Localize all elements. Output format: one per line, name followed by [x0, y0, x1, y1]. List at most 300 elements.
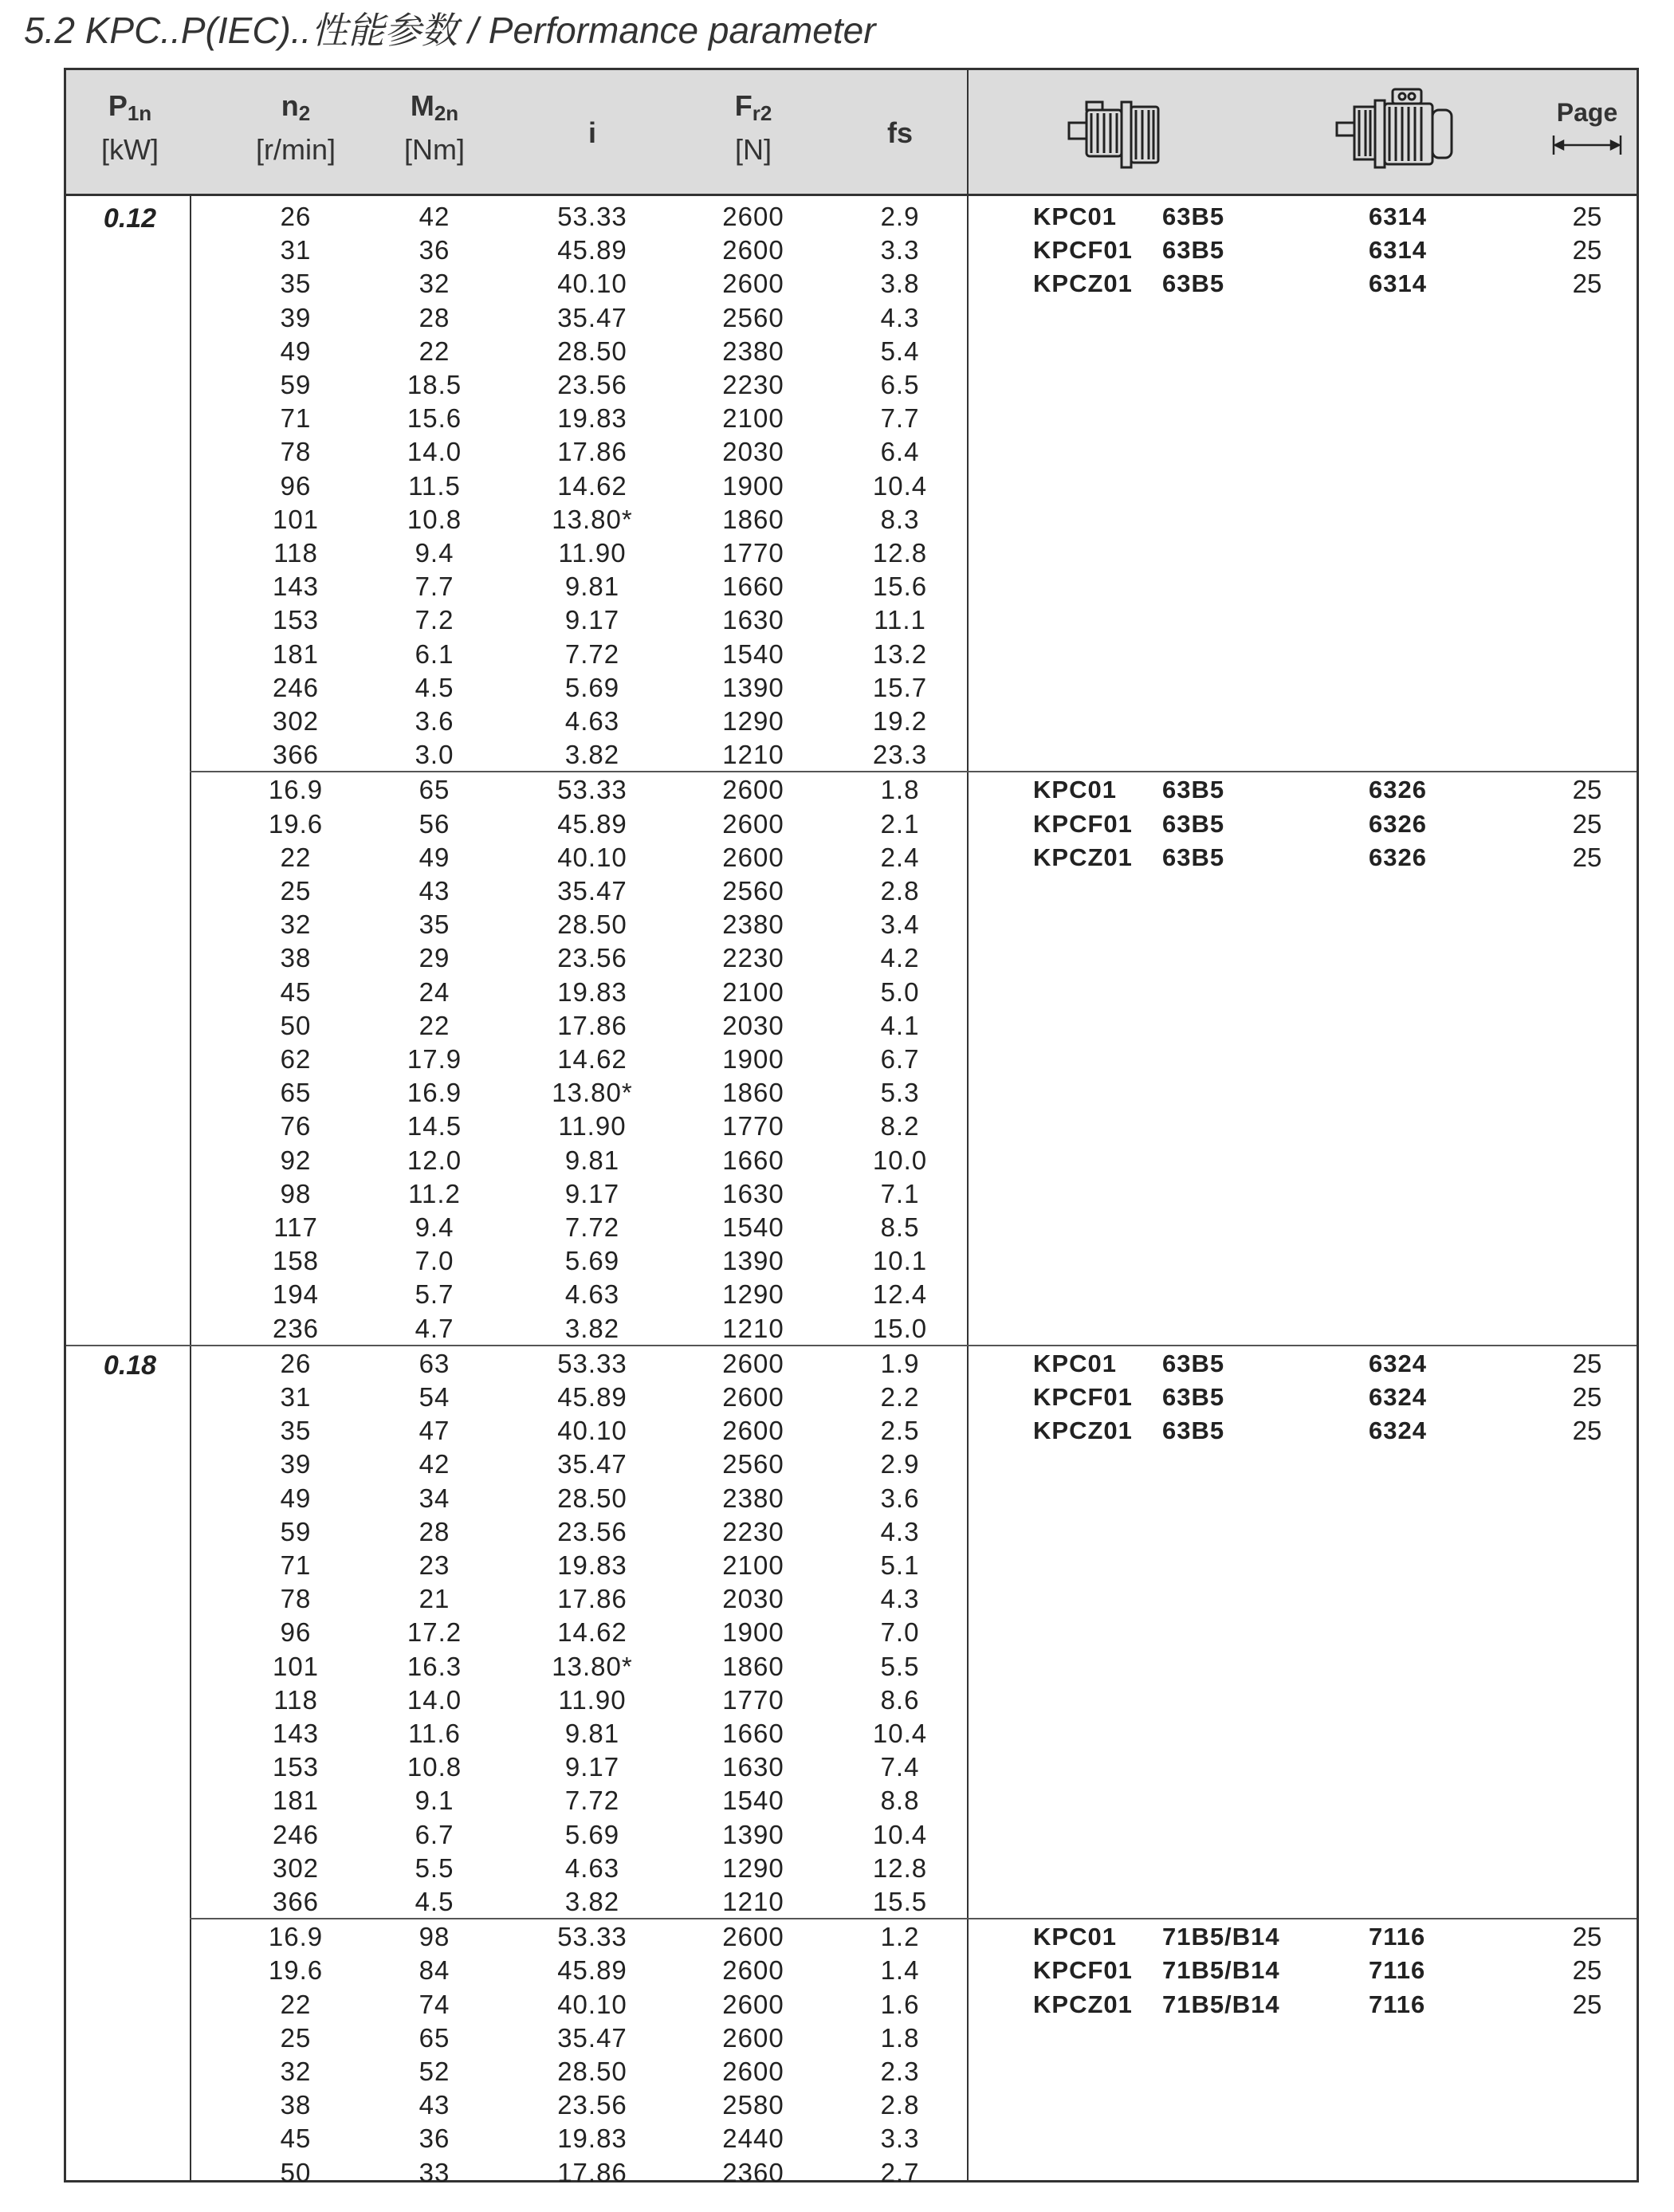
m2n-cell: 5.5: [415, 1853, 454, 1883]
n2-cell: 71: [280, 1550, 312, 1580]
table-row: [66, 941, 1637, 975]
fs-cell: 3.8: [880, 269, 920, 299]
fr2-cell: 1660: [722, 572, 784, 602]
table-header: [66, 70, 1637, 196]
m2n-cell: 3.0: [415, 740, 454, 770]
fr2-cell: 2380: [722, 336, 784, 366]
m2n-cell: 10.8: [407, 1752, 462, 1782]
fr2-cell: 1860: [722, 1651, 784, 1681]
fr2-cell: 2600: [722, 1382, 784, 1412]
fr2-cell: 2600: [722, 808, 784, 839]
n2-cell: 16.9: [268, 1922, 324, 1952]
fs-cell: 5.5: [880, 1651, 920, 1681]
fs-cell: 7.1: [880, 1178, 920, 1208]
n2-cell: 59: [280, 1516, 312, 1546]
fs-cell: 1.9: [880, 1348, 920, 1378]
model-code: 6324: [1369, 1349, 1427, 1377]
fs-cell: 10.0: [872, 1145, 928, 1175]
gear-reducer-icon: [1063, 92, 1178, 172]
fr2-cell: 1210: [722, 1887, 784, 1916]
m2n-cell: 9.4: [415, 538, 454, 568]
fs-cell: 2.7: [880, 2157, 920, 2187]
i-cell: 9.17: [564, 1752, 620, 1782]
fs-cell: 15.7: [872, 672, 928, 702]
page-width-icon: [1551, 132, 1623, 156]
i-cell: 14.62: [557, 1044, 627, 1074]
i-cell: 35.47: [557, 302, 627, 332]
performance-table: [64, 68, 1639, 2187]
i-cell: 40.10: [557, 1989, 627, 2019]
model-page: 25: [1572, 1416, 1602, 1446]
fs-cell: 23.3: [872, 740, 928, 770]
i-cell: 19.83: [557, 2124, 627, 2154]
fs-cell: 8.3: [880, 504, 920, 534]
n2-cell: 366: [272, 740, 320, 770]
fs-cell: 4.3: [880, 1584, 920, 1614]
n2-cell: 65: [280, 1078, 312, 1108]
model-flange: 71B5/B14: [1162, 1990, 1280, 2018]
fr2-cell: 2600: [722, 1416, 784, 1446]
n2-cell: 92: [280, 1145, 312, 1175]
i-cell: 28.50: [557, 2057, 627, 2086]
model-code: 7116: [1369, 1923, 1426, 1951]
i-cell: 40.10: [557, 269, 627, 299]
i-cell: 9.17: [564, 1178, 620, 1208]
model-flange: 63B5: [1162, 1416, 1225, 1445]
i-cell: 17.86: [557, 2157, 627, 2187]
group-separator: [190, 771, 1637, 772]
i-cell: 11.90: [558, 1684, 627, 1715]
n2-cell: 143: [272, 572, 320, 602]
model-page: 25: [1572, 775, 1602, 805]
i-cell: 11.90: [558, 1111, 627, 1141]
m2n-cell: 24: [418, 976, 450, 1007]
fr2-cell: 2100: [722, 1550, 784, 1580]
m2n-cell: 36: [418, 2124, 450, 2154]
n2-cell: 22: [280, 842, 312, 872]
header-fs: fs: [886, 116, 914, 149]
m2n-cell: 16.9: [407, 1078, 462, 1108]
fr2-cell: 1540: [722, 638, 784, 669]
model-type: KPC01: [1033, 1349, 1117, 1377]
table-row: [66, 470, 1637, 503]
i-cell: 13.80*: [552, 1651, 633, 1681]
m2n-cell: 14.0: [407, 437, 462, 467]
fr2-cell: 2580: [722, 2090, 784, 2120]
i-cell: 35.47: [557, 1449, 627, 1479]
fs-cell: 2.8: [880, 876, 920, 906]
n2-cell: 366: [272, 1887, 320, 1916]
page-title: 5.2 KPC..P(IEC)..性能参数 / Performance parameter: [24, 10, 876, 51]
n2-cell: 153: [272, 605, 320, 635]
n2-cell: 153: [272, 1752, 320, 1782]
model-flange: 63B5: [1162, 202, 1225, 230]
model-code: 7116: [1369, 1956, 1426, 1985]
fr2-cell: 2600: [722, 1348, 784, 1378]
i-cell: 13.80*: [552, 504, 633, 534]
i-cell: 53.33: [557, 1922, 627, 1952]
model-page: 25: [1572, 808, 1602, 839]
fs-cell: 3.6: [880, 1483, 920, 1513]
table-row: [66, 435, 1637, 469]
fs-cell: 10.4: [872, 470, 928, 501]
fr2-cell: 1900: [722, 470, 784, 501]
table-row: [66, 1616, 1637, 1649]
m2n-cell: 16.3: [407, 1651, 462, 1681]
fs-cell: 2.9: [880, 1449, 920, 1479]
i-cell: 23.56: [557, 1516, 627, 1546]
fr2-cell: 1900: [722, 1044, 784, 1074]
i-cell: 35.47: [557, 2022, 627, 2053]
m2n-cell: 74: [418, 1989, 450, 2019]
m2n-cell: 42: [418, 202, 450, 231]
n2-cell: 143: [272, 1719, 320, 1748]
fs-cell: 4.3: [880, 302, 920, 332]
fs-cell: 2.4: [880, 842, 920, 872]
m2n-cell: 9.1: [415, 1786, 454, 1816]
m2n-cell: 49: [418, 842, 450, 872]
n2-cell: 117: [273, 1212, 318, 1242]
table-row: [66, 1684, 1637, 1717]
table-row: [66, 1110, 1637, 1143]
fs-cell: 5.0: [880, 976, 920, 1007]
i-cell: 53.33: [557, 1348, 627, 1378]
model-page: 25: [1572, 1348, 1602, 1378]
i-cell: 4.63: [564, 1279, 620, 1310]
table-row: [66, 705, 1637, 738]
fs-cell: 2.8: [880, 2090, 920, 2120]
fr2-cell: 2030: [722, 437, 784, 467]
m2n-cell: 4.5: [415, 1887, 454, 1916]
m2n-cell: 14.0: [407, 1684, 462, 1715]
model-flange: 71B5/B14: [1162, 1956, 1280, 1985]
i-cell: 11.90: [558, 538, 627, 568]
m2n-cell: 21: [418, 1584, 450, 1614]
fr2-cell: 1540: [722, 1786, 784, 1816]
m2n-cell: 33: [418, 2157, 450, 2187]
fr2-cell: 1660: [722, 1145, 784, 1175]
n2-cell: 26: [280, 202, 312, 231]
m2n-cell: 35: [418, 910, 450, 940]
table-row: [66, 1177, 1637, 1211]
i-cell: 45.89: [557, 1955, 627, 1986]
model-flange: 63B5: [1162, 236, 1225, 265]
m2n-cell: 17.2: [407, 1617, 462, 1648]
table-row: [66, 1312, 1637, 1346]
n2-cell: 96: [280, 1617, 312, 1648]
i-cell: 28.50: [557, 336, 627, 366]
model-type: KPC01: [1033, 776, 1117, 804]
model-flange: 63B5: [1162, 1349, 1225, 1377]
fs-cell: 2.2: [880, 1382, 920, 1412]
n2-cell: 26: [280, 1348, 312, 1378]
m2n-cell: 36: [418, 235, 450, 265]
n2-cell: 76: [280, 1111, 312, 1141]
i-cell: 14.62: [557, 470, 627, 501]
table-row: [66, 1278, 1637, 1311]
fr2-cell: 1290: [722, 1279, 784, 1310]
fr2-cell: 2600: [722, 1955, 784, 1986]
m2n-cell: 23: [418, 1550, 450, 1580]
n2-cell: 49: [280, 1483, 312, 1513]
n2-cell: 118: [273, 538, 318, 568]
i-cell: 23.56: [557, 943, 627, 973]
i-cell: 28.50: [557, 910, 627, 940]
n2-cell: 25: [280, 2022, 312, 2053]
fr2-cell: 2030: [722, 1010, 784, 1040]
fr2-cell: 2230: [722, 1516, 784, 1546]
n2-cell: 16.9: [268, 775, 324, 805]
table-row: [66, 536, 1637, 570]
fs-cell: 6.7: [880, 1044, 920, 1074]
model-code: 6324: [1369, 1383, 1427, 1411]
model-type: KPCZ01: [1033, 1990, 1133, 2018]
table-row: [66, 570, 1637, 603]
fr2-cell: 2100: [722, 403, 784, 434]
fs-cell: 1.2: [880, 1922, 920, 1952]
table-row: [66, 1582, 1637, 1616]
fr2-cell: 1290: [722, 706, 784, 736]
i-cell: 3.82: [564, 1887, 620, 1916]
fr2-cell: 2380: [722, 910, 784, 940]
model-page: 25: [1572, 1922, 1602, 1952]
fr2-cell: 1860: [722, 504, 784, 534]
table-row: [66, 603, 1637, 637]
n2-cell: 59: [280, 370, 312, 399]
i-cell: 3.82: [564, 740, 620, 770]
m2n-cell: 11.6: [408, 1719, 461, 1748]
n2-cell: 32: [280, 910, 312, 940]
model-code: 7116: [1369, 1990, 1426, 2018]
fs-cell: 12.4: [872, 1279, 928, 1310]
fr2-cell: 2600: [722, 2057, 784, 2086]
table-row: [66, 874, 1637, 908]
fr2-cell: 2100: [722, 976, 784, 1007]
header-m2n: $M_{2n}$ [Nm]: [404, 89, 465, 166]
m2n-cell: 43: [418, 876, 450, 906]
model-type: KPCZ01: [1033, 843, 1133, 871]
m2n-cell: 22: [418, 336, 450, 366]
table-row: [66, 2088, 1637, 2122]
i-cell: 23.56: [557, 2090, 627, 2120]
table-row: [66, 2055, 1637, 2088]
m2n-cell: 15.6: [407, 403, 462, 434]
n2-cell: 45: [280, 976, 312, 1007]
model-flange: 63B5: [1162, 1383, 1225, 1411]
model-type: KPC01: [1033, 202, 1117, 230]
fr2-cell: 1290: [722, 1853, 784, 1883]
table-row: [66, 1244, 1637, 1278]
n2-cell: 19.6: [268, 808, 324, 839]
power-separator: [66, 1345, 1637, 1346]
fr2-cell: 2600: [722, 202, 784, 231]
table-row: [66, 2122, 1637, 2155]
n2-cell: 35: [280, 1416, 312, 1446]
fs-cell: 13.2: [872, 638, 928, 669]
model-flange: 63B5: [1162, 776, 1225, 804]
fr2-cell: 2380: [722, 1483, 784, 1513]
fs-cell: 10.4: [872, 1719, 928, 1748]
fs-cell: 2.9: [880, 202, 920, 231]
n2-cell: 38: [280, 943, 312, 973]
m2n-cell: 54: [418, 1382, 450, 1412]
m2n-cell: 65: [418, 2022, 450, 2053]
model-type: KPCF01: [1033, 1956, 1133, 1985]
fr2-cell: 1210: [722, 1313, 784, 1343]
model-page: 25: [1572, 842, 1602, 872]
fr2-cell: 2600: [722, 1922, 784, 1952]
fs-cell: 8.8: [880, 1786, 920, 1816]
fr2-cell: 1860: [722, 1078, 784, 1108]
header-page: Page: [1551, 98, 1623, 156]
table-row: [66, 2156, 1637, 2190]
header-p1n: $P_{1n}$ [kW]: [101, 89, 159, 166]
i-cell: 9.81: [564, 1719, 620, 1748]
model-type: KPCF01: [1033, 809, 1133, 838]
m2n-cell: 7.0: [415, 1246, 454, 1276]
table-row: [66, 1717, 1637, 1750]
fs-cell: 15.0: [872, 1313, 928, 1343]
fr2-cell: 2600: [722, 2022, 784, 2053]
model-type: KPCF01: [1033, 1383, 1133, 1411]
model-code: 6314: [1369, 236, 1427, 265]
m2n-cell: 3.6: [415, 706, 454, 736]
fs-cell: 8.5: [880, 1212, 920, 1242]
model-code: 6326: [1369, 809, 1427, 838]
model-code: 6326: [1369, 776, 1427, 804]
fs-cell: 7.7: [880, 403, 920, 434]
model-page: 25: [1572, 1955, 1602, 1986]
m2n-cell: 18.5: [407, 370, 462, 399]
table-row: [66, 335, 1637, 368]
fr2-cell: 1770: [722, 1684, 784, 1715]
n2-cell: 78: [280, 437, 312, 467]
fr2-cell: 2560: [722, 1449, 784, 1479]
i-cell: 23.56: [557, 370, 627, 399]
n2-cell: 246: [272, 672, 320, 702]
model-type: KPCF01: [1033, 236, 1133, 265]
fs-cell: 7.0: [880, 1617, 920, 1648]
model-type: KPCZ01: [1033, 269, 1133, 298]
model-flange: 71B5/B14: [1162, 1923, 1280, 1951]
m2n-cell: 5.7: [415, 1279, 454, 1310]
m2n-cell: 7.2: [415, 605, 454, 635]
i-cell: 7.72: [564, 1212, 620, 1242]
m2n-cell: 7.7: [415, 572, 454, 602]
fr2-cell: 1770: [722, 538, 784, 568]
m2n-cell: 4.7: [415, 1313, 454, 1343]
fr2-cell: 2600: [722, 269, 784, 299]
fr2-cell: 2440: [722, 2124, 784, 2154]
i-cell: 7.72: [564, 638, 620, 669]
table-row: [66, 1750, 1637, 1784]
fs-cell: 4.3: [880, 1516, 920, 1546]
fs-cell: 1.6: [880, 1989, 920, 2019]
table-row: [66, 1482, 1637, 1515]
fs-cell: 2.1: [880, 808, 920, 839]
n2-cell: 101: [272, 504, 320, 534]
model-page: 25: [1572, 235, 1602, 265]
m2n-cell: 42: [418, 1449, 450, 1479]
m2n-cell: 6.7: [415, 1819, 454, 1849]
m2n-cell: 52: [418, 2057, 450, 2086]
model-type: KPC01: [1033, 1923, 1117, 1951]
table-row: [66, 402, 1637, 435]
fr2-cell: 2230: [722, 943, 784, 973]
model-page: 25: [1572, 1989, 1602, 2019]
m2n-cell: 65: [418, 775, 450, 805]
i-cell: 4.63: [564, 706, 620, 736]
table-row: [66, 671, 1637, 705]
n2-cell: 45: [280, 2124, 312, 2154]
fs-cell: 15.6: [872, 572, 928, 602]
m2n-cell: 10.8: [407, 504, 462, 534]
fr2-cell: 1660: [722, 1719, 784, 1748]
table-row: [66, 1043, 1637, 1076]
fs-cell: 7.4: [880, 1752, 920, 1782]
table-row: [66, 738, 1637, 772]
m2n-cell: 43: [418, 2090, 450, 2120]
table-row: [66, 1515, 1637, 1549]
fr2-cell: 2230: [722, 370, 784, 399]
m2n-cell: 14.5: [407, 1111, 462, 1141]
i-cell: 45.89: [557, 235, 627, 265]
i-cell: 53.33: [557, 202, 627, 231]
m2n-cell: 98: [418, 1922, 450, 1952]
n2-cell: 181: [272, 638, 320, 669]
i-cell: 45.89: [557, 1382, 627, 1412]
n2-cell: 78: [280, 1584, 312, 1614]
fr2-cell: 2560: [722, 302, 784, 332]
fs-cell: 4.1: [880, 1010, 920, 1040]
model-page: 25: [1572, 1382, 1602, 1412]
fr2-cell: 2600: [722, 775, 784, 805]
table-row: [66, 1211, 1637, 1244]
m2n-cell: 56: [418, 808, 450, 839]
n2-cell: 19.6: [268, 1955, 324, 1986]
fs-cell: 10.4: [872, 1819, 928, 1849]
header-i: i: [587, 116, 597, 149]
m2n-cell: 32: [418, 269, 450, 299]
i-cell: 17.86: [557, 1010, 627, 1040]
i-cell: 28.50: [557, 1483, 627, 1513]
fr2-cell: 1390: [722, 1246, 784, 1276]
m2n-cell: 17.9: [407, 1044, 462, 1074]
m2n-cell: 29: [418, 943, 450, 973]
i-cell: 19.83: [557, 976, 627, 1007]
fr2-cell: 1210: [722, 740, 784, 770]
n2-cell: 194: [272, 1279, 320, 1310]
model-code: 6326: [1369, 843, 1427, 871]
n2-cell: 236: [272, 1313, 320, 1343]
model-page: 25: [1572, 269, 1602, 299]
n2-cell: 246: [272, 1819, 320, 1849]
fr2-cell: 1630: [722, 1178, 784, 1208]
table-row: [66, 1076, 1637, 1110]
table-row: [66, 1448, 1637, 1481]
table-row: [66, 2021, 1637, 2055]
m2n-cell: 84: [418, 1955, 450, 1986]
fs-cell: 1.4: [880, 1955, 920, 1986]
n2-cell: 98: [280, 1178, 312, 1208]
i-cell: 17.86: [557, 437, 627, 467]
fr2-cell: 2600: [722, 235, 784, 265]
fs-cell: 12.8: [872, 1853, 928, 1883]
table-row: [66, 1144, 1637, 1177]
i-cell: 7.72: [564, 1786, 620, 1816]
model-type: KPCZ01: [1033, 1416, 1133, 1445]
table-row: [66, 368, 1637, 402]
